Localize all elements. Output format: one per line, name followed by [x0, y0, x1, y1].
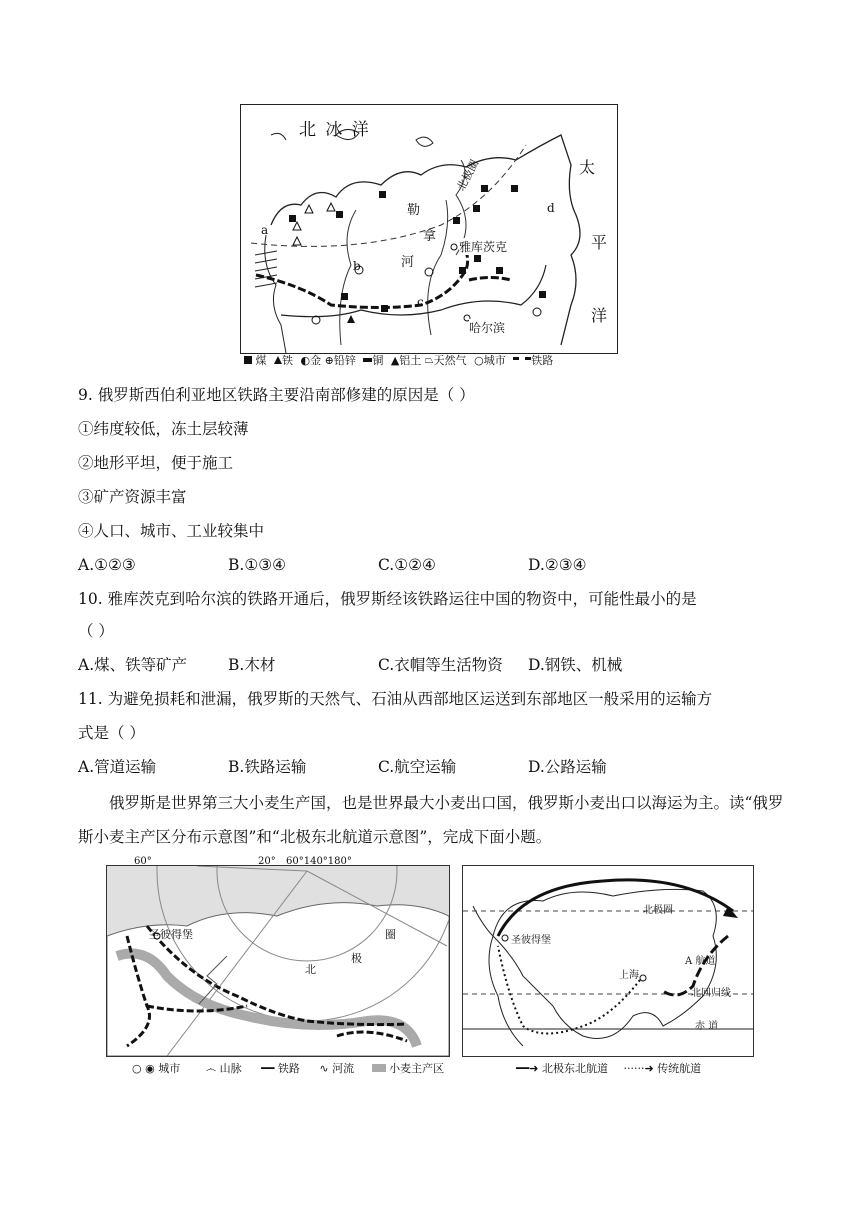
- q9-statement-3: ③矿产资源丰富: [78, 488, 187, 506]
- q11-stem-line1: 11. 为避免损耗和泄漏，俄罗斯的天然气、石油从西部地区运送到东部地区一般采用的运输方: [78, 690, 713, 708]
- q9-option-a[interactable]: A.①②③: [78, 556, 136, 574]
- legend2-city: 城市: [158, 1062, 181, 1075]
- q9-stem: 9. 俄罗斯西伯利亚地区铁路主要沿南部修建的原因是（ ）: [78, 386, 475, 404]
- st-petersburg-label: 圣彼得堡: [149, 928, 193, 941]
- wheat-passage: 俄罗斯是世界第三大小麦生产国，也是世界最大小麦出口国，俄罗斯小麦出口以海运为主。读“俄罗斯小麦主产区分布示意图”和“北极东北航道示意图”，完成下面小题。: [78, 794, 784, 846]
- arctic-route-map: [462, 865, 754, 1057]
- q9-statement-2: ②地形平坦，便于施工: [78, 454, 234, 472]
- q10-stem-line2: （ ）: [78, 622, 114, 640]
- pacific-label-2: 平: [591, 233, 608, 252]
- legend-gas: 天然气: [433, 354, 467, 367]
- q11-option-b[interactable]: B.铁路运输: [228, 758, 307, 776]
- q10-option-a[interactable]: A.煤、铁等矿产: [78, 656, 188, 674]
- q10-option-d[interactable]: D.钢铁、机械: [528, 656, 623, 674]
- q11-stem-line2: 式是（ ）: [78, 724, 145, 742]
- map3-shanghai: 上海: [619, 970, 639, 981]
- pacific-label-3: 洋: [591, 306, 608, 325]
- legend-bauxite: 铝土: [399, 354, 422, 367]
- q9-statement-4: ④人口、城市、工业较集中: [78, 522, 265, 540]
- label-c: c: [417, 295, 424, 309]
- q11-option-d[interactable]: D.公路运输: [528, 758, 607, 776]
- q10-option-b[interactable]: B.木材: [228, 656, 276, 674]
- legend-city: 城市: [483, 354, 506, 367]
- lena-label-3: 河: [401, 255, 415, 270]
- wheat-map-drawing: [107, 866, 449, 1056]
- q9-option-b[interactable]: B.①③④: [228, 556, 287, 574]
- arctic-circle-label: 北极圈: [454, 157, 482, 193]
- map2-quan: 圈: [385, 928, 396, 941]
- map3-route-a: A 航道: [685, 956, 716, 967]
- map3-equator: 赤 道: [695, 1021, 719, 1032]
- label-d: d: [547, 201, 555, 215]
- map3-legend: ━━➜ 北极东北航道 ······➜ 传统航道: [516, 1062, 702, 1075]
- legend2-wheat: 小麦主产区: [389, 1062, 445, 1075]
- legend-railway: 铁路: [531, 354, 554, 367]
- legend2-railway: 铁路: [277, 1062, 300, 1075]
- q11-option-c[interactable]: C.航空运输: [378, 758, 457, 776]
- q10-stem-line1: 10. 雅库茨克到哈尔滨的铁路开通后，俄罗斯经该铁路运往中国的物资中，可能性最小的是: [78, 590, 697, 608]
- legend3-ne-route: 北极东北航道: [541, 1062, 608, 1075]
- wheat-region-map: [106, 865, 450, 1057]
- siberia-mineral-map: [240, 104, 618, 354]
- label-a: a: [261, 223, 269, 237]
- q10-option-c[interactable]: C.衣帽等生活物资: [378, 656, 503, 674]
- q9-option-c[interactable]: C.①②④: [378, 556, 436, 574]
- map2-lon-60-180: 60°140°180°: [286, 856, 352, 867]
- legend-copper: 铜: [372, 354, 384, 367]
- arctic-ocean-label: 北 冰 洋: [299, 120, 371, 140]
- map2-bei: 北: [305, 963, 316, 976]
- map3-tropic: 北回归线: [691, 988, 731, 999]
- q9-statement-1: ①纬度较低，冻土层较薄: [78, 420, 249, 438]
- map3-st-petersburg: 圣彼得堡: [511, 935, 551, 946]
- legend-gold: 金: [310, 354, 322, 367]
- legend2-river: 河流: [332, 1062, 355, 1075]
- legend-leadzinc: 铅锌: [333, 354, 356, 367]
- legend-iron: 铁: [282, 354, 293, 367]
- lena-label-2: 拿: [423, 229, 437, 244]
- map2-ji: 极: [351, 952, 362, 965]
- legend2-mountain: 山脉: [219, 1062, 242, 1075]
- label-b: b: [353, 259, 361, 273]
- map3-arctic-circle: 北极圈: [643, 905, 673, 916]
- legend3-traditional: 传统航道: [657, 1062, 702, 1075]
- lena-label-1: 勒: [407, 203, 421, 218]
- pacific-label-1: 太: [579, 158, 596, 177]
- map1-legend: 煤 铁 ◐金 ⊕铅锌 铜 ▲铝土 ⏢天然气 ○城市 铁路: [244, 352, 624, 372]
- q11-option-a[interactable]: A.管道运输: [78, 758, 157, 776]
- map2-lon-60w: 60°: [134, 856, 152, 867]
- yakutsk-label: 雅库茨克: [459, 240, 508, 254]
- q9-option-d[interactable]: D.②③④: [528, 556, 587, 574]
- map2-legend: ○ ◉ 城市 ෴ 山脉 ━━ 铁路 ∿ 河流 小麦主产区: [132, 1062, 445, 1075]
- map2-lon-20: 20°: [258, 856, 276, 867]
- harbin-label: 哈尔滨: [469, 321, 506, 335]
- legend-coal: 煤: [255, 354, 267, 367]
